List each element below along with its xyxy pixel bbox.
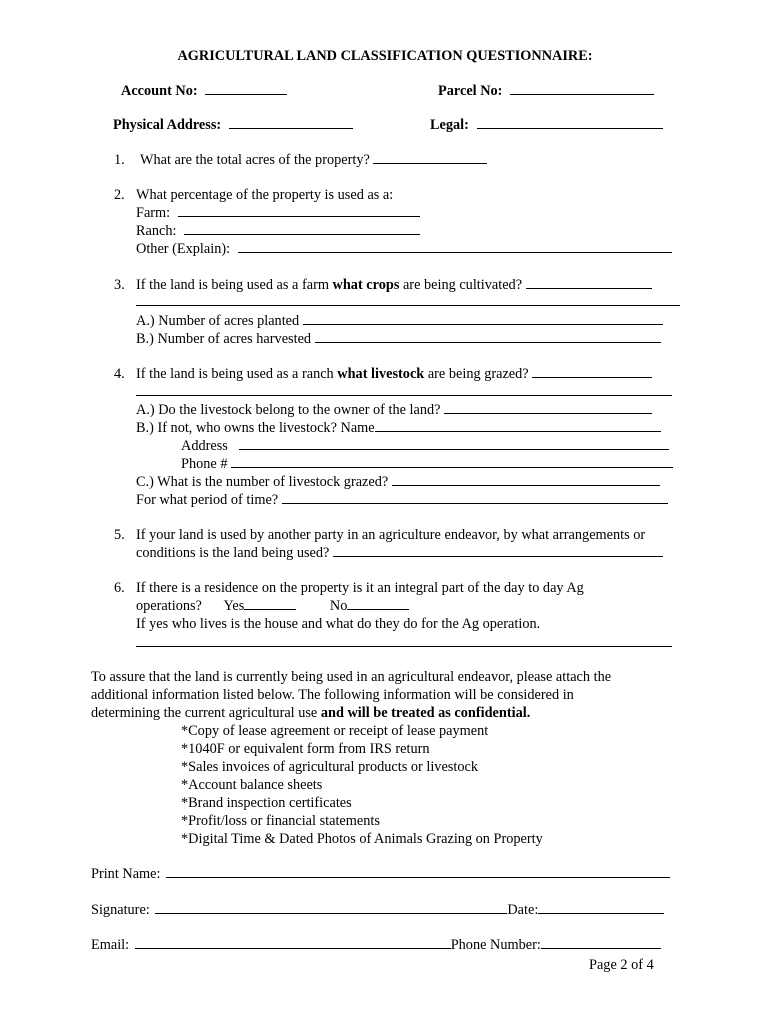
q1-field[interactable]	[373, 151, 487, 164]
notice-line2: additional information listed below. The following information will be considered in	[91, 687, 574, 703]
q2-ranch-field[interactable]	[184, 222, 420, 235]
account-no-label: Account No:	[121, 83, 198, 99]
phone-number-label: Phone Number:	[450, 937, 541, 953]
q5-number: 5.	[114, 527, 125, 543]
q3-a-label: A.) Number of acres planted	[136, 313, 300, 329]
notice-line1: To assure that the land is currently being used in an agricultural endeavor, please attach the	[91, 669, 612, 685]
account-no-field[interactable]	[205, 82, 287, 95]
q4-phone-row	[181, 455, 673, 473]
q1-row	[140, 151, 487, 169]
q4-a-field[interactable]	[444, 401, 652, 414]
q3-row	[136, 276, 652, 294]
attachment-item: *1040F or equivalent form from IRS return	[181, 741, 430, 757]
q6-line1: If there is a residence on the property is it an integral part of the day to day Ag	[136, 580, 584, 596]
notice-confidential: and will be treated as confidential.	[320, 705, 531, 721]
q3-a-field[interactable]	[303, 312, 663, 325]
q1-text: What are the total acres of the property?	[140, 152, 370, 168]
q2-ranch-row	[136, 222, 420, 240]
parcel-no-field[interactable]	[510, 82, 654, 95]
q1-number: 1.	[114, 152, 125, 168]
legal-row	[430, 116, 663, 134]
parcel-no-label: Parcel No:	[438, 83, 503, 99]
q5-line2-row	[136, 544, 663, 562]
q2-other-field[interactable]	[238, 240, 672, 253]
date-label: Date:	[507, 902, 539, 918]
q5-field[interactable]	[333, 544, 663, 557]
q5-line1: If your land is used by another party in an agriculture endeavor, by what arrangements or	[136, 527, 646, 543]
q4-c-row	[136, 473, 660, 491]
q4-text-pre: If the land is being used as a ranch	[136, 366, 338, 382]
q3-text-post: are being cultivated?	[399, 277, 523, 293]
q4-address-row	[181, 437, 669, 455]
q4-c-field[interactable]	[392, 473, 660, 486]
q4-period-label: For what period of time?	[136, 492, 279, 508]
q3-field[interactable]	[526, 276, 652, 289]
phone-number-field[interactable]	[541, 936, 661, 949]
q3-b-label: B.) Number of acres harvested	[136, 331, 312, 347]
attachment-item: *Profit/loss or financial statements	[181, 813, 380, 829]
q6-answer-line[interactable]	[136, 646, 672, 647]
attachment-item: *Brand inspection certificates	[181, 795, 352, 811]
physical-address-field[interactable]	[229, 116, 353, 129]
q4-b-field[interactable]	[375, 419, 661, 432]
q4-text-bold: what livestock	[337, 366, 425, 382]
q2-farm-row	[136, 204, 420, 222]
q6-line2-row	[136, 597, 409, 615]
legal-label: Legal:	[430, 117, 469, 133]
q2-text: What percentage of the property is used as a:	[136, 187, 394, 203]
q2-other-label: Other (Explain):	[136, 241, 231, 257]
physical-address-label: Physical Address:	[113, 117, 222, 133]
q6-no-field[interactable]	[347, 597, 409, 610]
q4-address-label: Address	[181, 438, 228, 454]
notice-line3	[91, 704, 530, 722]
attachment-item: *Copy of lease agreement or receipt of lease payment	[181, 723, 489, 739]
email-row	[91, 936, 661, 954]
page-title: AGRICULTURAL LAND CLASSIFICATION QUESTIONNAIRE:	[177, 48, 593, 64]
q3-text-bold: what crops	[332, 277, 400, 293]
attachment-item: *Sales invoices of agricultural products or livestock	[181, 759, 478, 775]
q6-yes-field[interactable]	[244, 597, 296, 610]
physical-address-row	[113, 116, 353, 134]
q3-answer-line[interactable]	[136, 305, 680, 306]
notice-line3-text: determining the current agricultural use	[91, 705, 321, 721]
q4-address-field[interactable]	[239, 437, 669, 450]
date-field[interactable]	[538, 901, 664, 914]
attachment-item: *Digital Time & Dated Photos of Animals Grazing on Property	[181, 831, 543, 847]
q4-b-row	[136, 419, 661, 437]
parcel-no-row	[438, 82, 654, 100]
email-field[interactable]	[135, 936, 451, 949]
print-name-label: Print Name:	[91, 866, 161, 882]
q3-b-row	[136, 330, 661, 348]
q3-a-row	[136, 312, 663, 330]
q4-a-row	[136, 401, 652, 419]
q4-phone-label: Phone #	[181, 456, 228, 472]
signature-row	[91, 901, 664, 919]
q4-c-label: C.) What is the number of livestock grazed?	[136, 474, 389, 490]
page-number: Page 2 of 4	[589, 957, 654, 973]
q4-number: 4.	[114, 366, 125, 382]
q2-ranch-label: Ranch:	[136, 223, 177, 239]
q3-number: 3.	[114, 277, 125, 293]
q2-farm-field[interactable]	[178, 204, 420, 217]
account-no-row	[121, 82, 287, 100]
q2-number: 2.	[114, 187, 125, 203]
q4-a-label: A.) Do the livestock belong to the owner of the land?	[136, 402, 441, 418]
q6-no-label: No	[329, 598, 348, 614]
q6-number: 6.	[114, 580, 125, 596]
q4-answer-line[interactable]	[136, 395, 672, 396]
q3-b-field[interactable]	[315, 330, 661, 343]
q6-yes-label: Yes	[223, 598, 245, 614]
q2-farm-label: Farm:	[136, 205, 171, 221]
q4-b-label: B.) If not, who owns the livestock? Name	[136, 420, 375, 436]
signature-label: Signature:	[91, 902, 150, 918]
legal-field[interactable]	[477, 116, 663, 129]
q4-period-row	[136, 491, 668, 509]
q4-phone-field[interactable]	[231, 455, 673, 468]
q6-line3: If yes who lives is the house and what do they do for the Ag operation.	[136, 616, 541, 632]
attachment-item: *Account balance sheets	[181, 777, 323, 793]
q4-row	[136, 365, 652, 383]
signature-field[interactable]	[155, 901, 507, 914]
q4-field[interactable]	[532, 365, 652, 378]
q4-period-field[interactable]	[282, 491, 668, 504]
print-name-row	[91, 865, 670, 883]
q5-line2: conditions is the land being used?	[136, 545, 330, 561]
q3-text-pre: If the land is being used as a farm	[136, 277, 333, 293]
q4-text-post: are being grazed?	[424, 366, 529, 382]
q2-other-row	[136, 240, 672, 258]
email-label: Email:	[91, 937, 130, 953]
print-name-field[interactable]	[166, 865, 670, 878]
q6-operations-label: operations?	[136, 598, 202, 614]
